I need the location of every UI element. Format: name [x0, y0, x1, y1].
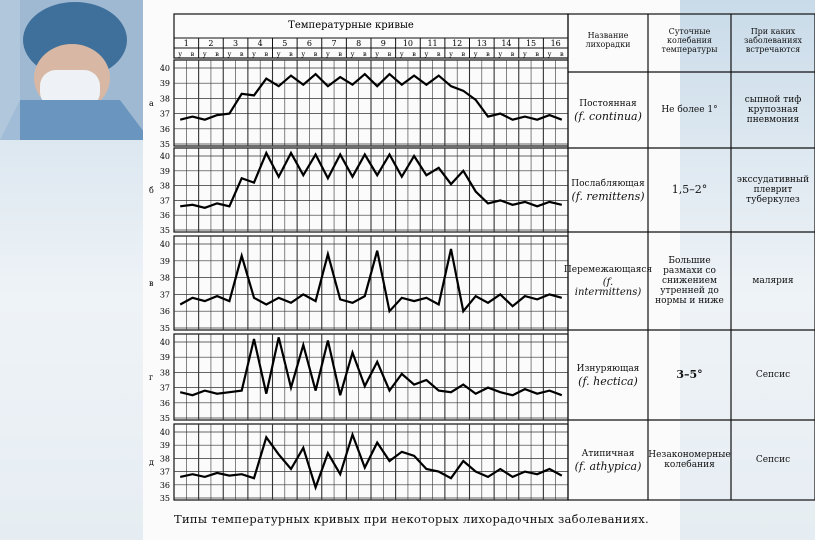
day-label: 1 — [183, 39, 189, 48]
day-label: 6 — [306, 39, 312, 48]
figure-caption: Типы температурных кривых при некоторых лихорадочных заболеваниях. — [173, 512, 649, 526]
fever-latin: (f. hectica) — [578, 374, 638, 388]
y-tick-label: 39 — [159, 353, 170, 363]
time-label: у — [424, 50, 429, 58]
day-label: 12 — [452, 39, 463, 48]
time-label: у — [350, 50, 355, 58]
surgeon-photo — [0, 0, 150, 140]
row-3-name-cell — [563, 232, 653, 330]
time-label: в — [387, 50, 392, 58]
day-label: 10 — [402, 39, 414, 48]
panel-letter: а — [149, 99, 154, 108]
day-label: 5 — [282, 39, 288, 48]
fever-name: Послабляющая — [571, 178, 645, 189]
y-tick-label: 40 — [159, 152, 170, 161]
time-label: у — [449, 50, 453, 58]
y-tick-label: 38 — [159, 273, 170, 283]
day-label: 3 — [233, 39, 239, 48]
y-tick-label: 37 — [159, 383, 170, 393]
chart-header-title: Температурные кривые — [288, 20, 414, 31]
time-label: в — [313, 50, 318, 58]
y-tick-label: 37 — [159, 467, 170, 477]
panel-letter: д — [149, 458, 154, 467]
document-page — [143, 0, 810, 540]
time-label: у — [498, 50, 503, 58]
time-label: в — [289, 50, 293, 58]
y-tick-label: 40 — [159, 64, 170, 73]
y-tick-label: 38 — [159, 454, 170, 464]
time-label: в — [264, 50, 269, 58]
y-tick-label: 39 — [159, 166, 170, 176]
y-tick-label: 37 — [159, 109, 170, 119]
time-label: у — [547, 50, 552, 58]
time-label: у — [301, 50, 306, 58]
y-tick-label: 37 — [159, 196, 170, 206]
row-5-disease: Сепсис — [755, 455, 791, 465]
fever-latin: (f. intermittens) — [574, 276, 642, 298]
y-tick-label: 40 — [159, 338, 170, 347]
y-tick-label: 38 — [159, 181, 170, 191]
day-label: 14 — [501, 39, 512, 48]
panel-letter: в — [149, 279, 154, 288]
day-label: 4 — [257, 39, 263, 48]
header-name: Название лихорадки — [585, 31, 631, 49]
time-label: в — [363, 50, 367, 58]
day-label: 13 — [476, 39, 487, 48]
fever-name: Перемежающаяся — [563, 264, 653, 275]
time-label: в — [461, 50, 466, 58]
header-disease: При каких заболеваниях встречаются — [743, 26, 803, 54]
fever-name: Постоянная — [579, 98, 637, 109]
row-2-range: 1,5–2° — [671, 183, 708, 196]
y-tick-label: 38 — [159, 368, 170, 378]
time-label: у — [399, 50, 404, 58]
row-5-range: Незакономерные колебания — [648, 450, 731, 470]
time-label: у — [473, 50, 478, 58]
y-tick-label: 36 — [159, 211, 170, 221]
row-2-name-cell — [568, 148, 648, 232]
row-3-range: Большие размахи со снижением утренней до нормы и ниже — [655, 256, 724, 306]
day-label: 7 — [331, 39, 337, 48]
row-4-name-cell — [568, 330, 648, 420]
y-tick-label: 40 — [159, 428, 170, 437]
fever-types-table — [563, 14, 815, 500]
y-tick-label: 36 — [159, 124, 170, 134]
time-label: у — [375, 50, 380, 58]
y-tick-label: 36 — [159, 480, 170, 490]
y-tick-label: 38 — [159, 94, 170, 104]
time-label: у — [325, 50, 330, 58]
y-tick-label: 39 — [159, 441, 170, 451]
fever-latin: (f. continua) — [574, 109, 642, 123]
y-tick-label: 35 — [159, 494, 170, 503]
row-1-name-cell — [568, 72, 648, 148]
time-label: у — [252, 50, 256, 58]
time-label: в — [190, 50, 195, 58]
time-label: в — [215, 50, 219, 58]
time-label: у — [202, 50, 207, 58]
y-tick-label: 39 — [159, 256, 170, 266]
day-label: 9 — [380, 39, 386, 48]
day-label: 15 — [525, 39, 537, 48]
time-label: в — [510, 50, 515, 58]
time-label: у — [276, 50, 281, 58]
time-label: в — [412, 50, 416, 58]
panel-letter: б — [149, 186, 154, 195]
surgeon-image — [0, 0, 150, 140]
fever-name: Изнуряющая — [576, 363, 640, 374]
fever-latin: (f. remittens) — [571, 189, 645, 203]
time-label: в — [486, 50, 490, 58]
day-label: 2 — [208, 39, 214, 48]
time-label: в — [338, 50, 343, 58]
y-tick-label: 35 — [159, 414, 170, 423]
time-label: у — [178, 50, 183, 58]
y-tick-label: 35 — [159, 324, 170, 333]
time-label: в — [239, 50, 244, 58]
temperature-curves-chart — [143, 0, 573, 505]
time-label: в — [560, 50, 564, 58]
fever-latin: (f. athypica) — [574, 459, 642, 473]
y-tick-label: 36 — [159, 398, 170, 408]
row-1-disease: сыпной тиф крупозная пневмония — [744, 95, 802, 125]
row-1-range: Не более 1° — [661, 105, 718, 115]
y-tick-label: 35 — [159, 140, 170, 149]
row-3-disease: малярия — [752, 276, 794, 286]
y-tick-label: 35 — [159, 226, 170, 235]
fever-name: Атипичная — [581, 448, 635, 459]
day-label: 11 — [427, 39, 438, 48]
row-5-name-cell — [568, 420, 648, 500]
row-2-disease: экссудативный плеврит туберкулез — [736, 175, 810, 205]
time-label: у — [227, 50, 232, 58]
y-tick-label: 40 — [159, 240, 170, 249]
row-4-disease: Сепсис — [755, 370, 791, 380]
day-label: 8 — [356, 39, 362, 48]
time-label: в — [535, 50, 540, 58]
time-label: у — [522, 50, 527, 58]
y-tick-label: 36 — [159, 307, 170, 317]
day-label: 16 — [550, 39, 561, 48]
time-label: в — [436, 50, 441, 58]
y-tick-label: 39 — [159, 79, 170, 89]
y-tick-label: 37 — [159, 290, 170, 300]
panel-letter: г — [149, 373, 154, 382]
header-range: Суточные колебания температуры — [661, 26, 718, 54]
row-4-range: 3–5° — [676, 368, 703, 381]
